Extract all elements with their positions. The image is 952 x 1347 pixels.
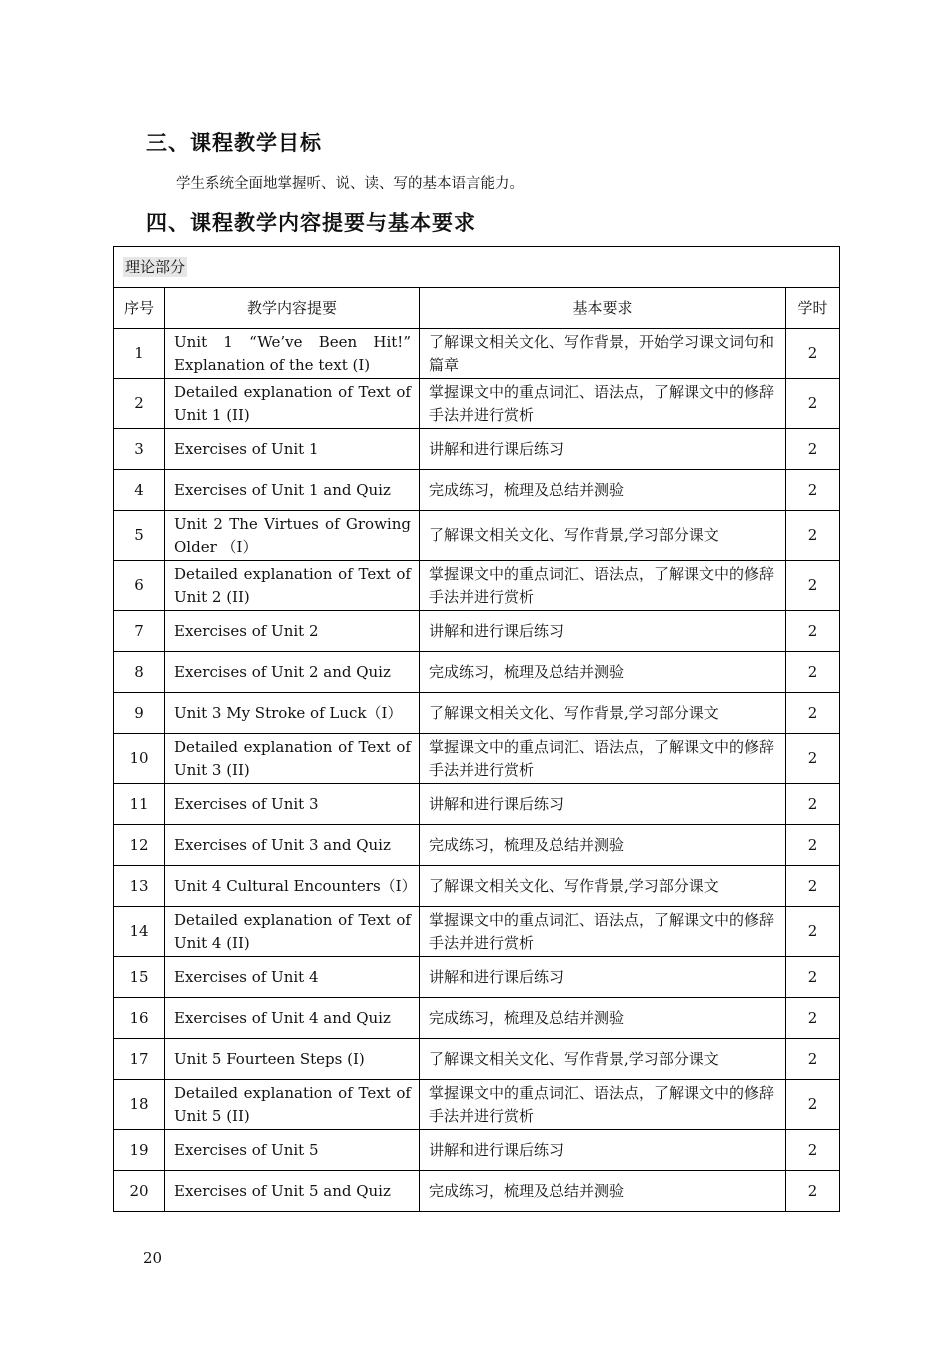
table-row [114,611,840,652]
row-hours: 2 [786,1039,840,1080]
row-number: 19 [114,1130,165,1171]
row-hours: 2 [786,379,840,429]
row-hours: 2 [786,957,840,998]
row-topic: Detailed explanation of Text of Unit 4 (II) [165,907,420,957]
table-row [114,511,840,561]
row-topic: Exercises of Unit 5 and Quiz [165,1171,420,1212]
row-hours: 2 [786,693,840,734]
column-header-hours: 学时 [786,288,840,329]
row-requirement: 掌握课文中的重点词汇、语法点，了解课文中的修辞手法并进行赏析 [420,907,786,957]
row-number: 7 [114,611,165,652]
row-hours: 2 [786,652,840,693]
row-topic: Detailed explanation of Text of Unit 3 (II) [165,734,420,784]
row-hours: 2 [786,561,840,611]
row-hours: 2 [786,825,840,866]
teaching-objective-text: 学生系统全面地掌握听、说、读、写的基本语言能力。 [176,176,524,192]
table-row [114,1080,840,1130]
row-requirement: 讲解和进行课后练习 [420,611,786,652]
table-row [114,907,840,957]
row-number: 15 [114,957,165,998]
row-requirement: 讲解和进行课后练习 [420,429,786,470]
row-number: 17 [114,1039,165,1080]
row-topic: Exercises of Unit 4 and Quiz [165,998,420,1039]
table-row [114,429,840,470]
row-requirement: 了解课文相关文化、写作背景，开始学习课文词句和篇章 [420,329,786,379]
row-number: 3 [114,429,165,470]
row-requirement: 完成练习，梳理及总结并测验 [420,1171,786,1212]
row-requirement: 讲解和进行课后练习 [420,1130,786,1171]
row-requirement: 掌握课文中的重点词汇、语法点，了解课文中的修辞手法并进行赏析 [420,379,786,429]
row-number: 9 [114,693,165,734]
row-topic: Exercises of Unit 2 [165,611,420,652]
column-header-requirement: 基本要求 [420,288,786,329]
row-topic: Unit 4 Cultural Encounters（I） [165,866,420,907]
table-row [114,998,840,1039]
row-topic: Exercises of Unit 2 and Quiz [165,652,420,693]
section-label: 理论部分 [125,257,186,276]
row-number: 14 [114,907,165,957]
section-heading-teaching-objectives: 三、课程教学目标 [146,131,322,155]
column-header-topic: 教学内容提要 [165,288,420,329]
table-row [114,329,840,379]
row-hours: 2 [786,784,840,825]
table-row [114,825,840,866]
row-hours: 2 [786,470,840,511]
table-row [114,866,840,907]
row-hours: 2 [786,1171,840,1212]
table-row [114,957,840,998]
table-row [114,561,840,611]
row-number: 5 [114,511,165,561]
table-header-row [114,288,840,329]
row-topic: Unit 5 Fourteen Steps (I) [165,1039,420,1080]
row-hours: 2 [786,734,840,784]
row-number: 12 [114,825,165,866]
row-requirement: 掌握课文中的重点词汇、语法点，了解课文中的修辞手法并进行赏析 [420,561,786,611]
course-content-table [113,246,840,1212]
row-topic: Unit 2 The Virtues of Growing Older （I） [165,511,420,561]
row-requirement: 掌握课文中的重点词汇、语法点，了解课文中的修辞手法并进行赏析 [420,1080,786,1130]
row-hours: 2 [786,1080,840,1130]
row-number: 1 [114,329,165,379]
row-requirement: 完成练习，梳理及总结并测验 [420,825,786,866]
row-topic: Detailed explanation of Text of Unit 5 (II) [165,1080,420,1130]
row-topic: Exercises of Unit 4 [165,957,420,998]
row-requirement: 了解课文相关文化、写作背景,学习部分课文 [420,866,786,907]
row-hours: 2 [786,907,840,957]
table-row [114,470,840,511]
row-number: 4 [114,470,165,511]
section-heading-teaching-content: 四、课程教学内容提要与基本要求 [146,211,476,235]
row-number: 2 [114,379,165,429]
table-row [114,1171,840,1212]
row-hours: 2 [786,1130,840,1171]
row-topic: Exercises of Unit 3 and Quiz [165,825,420,866]
row-number: 11 [114,784,165,825]
table-row [114,693,840,734]
row-requirement: 了解课文相关文化、写作背景,学习部分课文 [420,693,786,734]
row-requirement: 了解课文相关文化、写作背景,学习部分课文 [420,1039,786,1080]
row-hours: 2 [786,866,840,907]
row-number: 18 [114,1080,165,1130]
row-hours: 2 [786,611,840,652]
row-topic: Detailed explanation of Text of Unit 1 (II) [165,379,420,429]
row-number: 20 [114,1171,165,1212]
row-number: 8 [114,652,165,693]
row-topic: Unit 3 My Stroke of Luck（I） [165,693,420,734]
row-topic: Detailed explanation of Text of Unit 2 (II) [165,561,420,611]
row-hours: 2 [786,429,840,470]
table-row [114,1130,840,1171]
row-number: 6 [114,561,165,611]
column-header-number: 序号 [114,288,165,329]
section-cell [114,247,840,288]
row-hours: 2 [786,511,840,561]
row-requirement: 完成练习，梳理及总结并测验 [420,998,786,1039]
table-section-row [114,247,840,288]
row-topic: Exercises of Unit 1 and Quiz [165,470,420,511]
row-topic: Exercises of Unit 3 [165,784,420,825]
row-requirement: 掌握课文中的重点词汇、语法点，了解课文中的修辞手法并进行赏析 [420,734,786,784]
row-requirement: 讲解和进行课后练习 [420,957,786,998]
row-requirement: 完成练习，梳理及总结并测验 [420,652,786,693]
row-topic: Unit 1 “We’ve Been Hit!” Explanation of the text (I) [165,329,420,379]
row-number: 10 [114,734,165,784]
row-requirement: 完成练习，梳理及总结并测验 [420,470,786,511]
table-row [114,652,840,693]
row-hours: 2 [786,329,840,379]
table-row [114,379,840,429]
row-number: 16 [114,998,165,1039]
row-topic: Exercises of Unit 5 [165,1130,420,1171]
page-number: 20 [143,1249,163,1267]
table-row [114,734,840,784]
row-requirement: 讲解和进行课后练习 [420,784,786,825]
row-topic: Exercises of Unit 1 [165,429,420,470]
row-requirement: 了解课文相关文化、写作背景,学习部分课文 [420,511,786,561]
table-row [114,1039,840,1080]
row-number: 13 [114,866,165,907]
row-hours: 2 [786,998,840,1039]
table-row [114,784,840,825]
